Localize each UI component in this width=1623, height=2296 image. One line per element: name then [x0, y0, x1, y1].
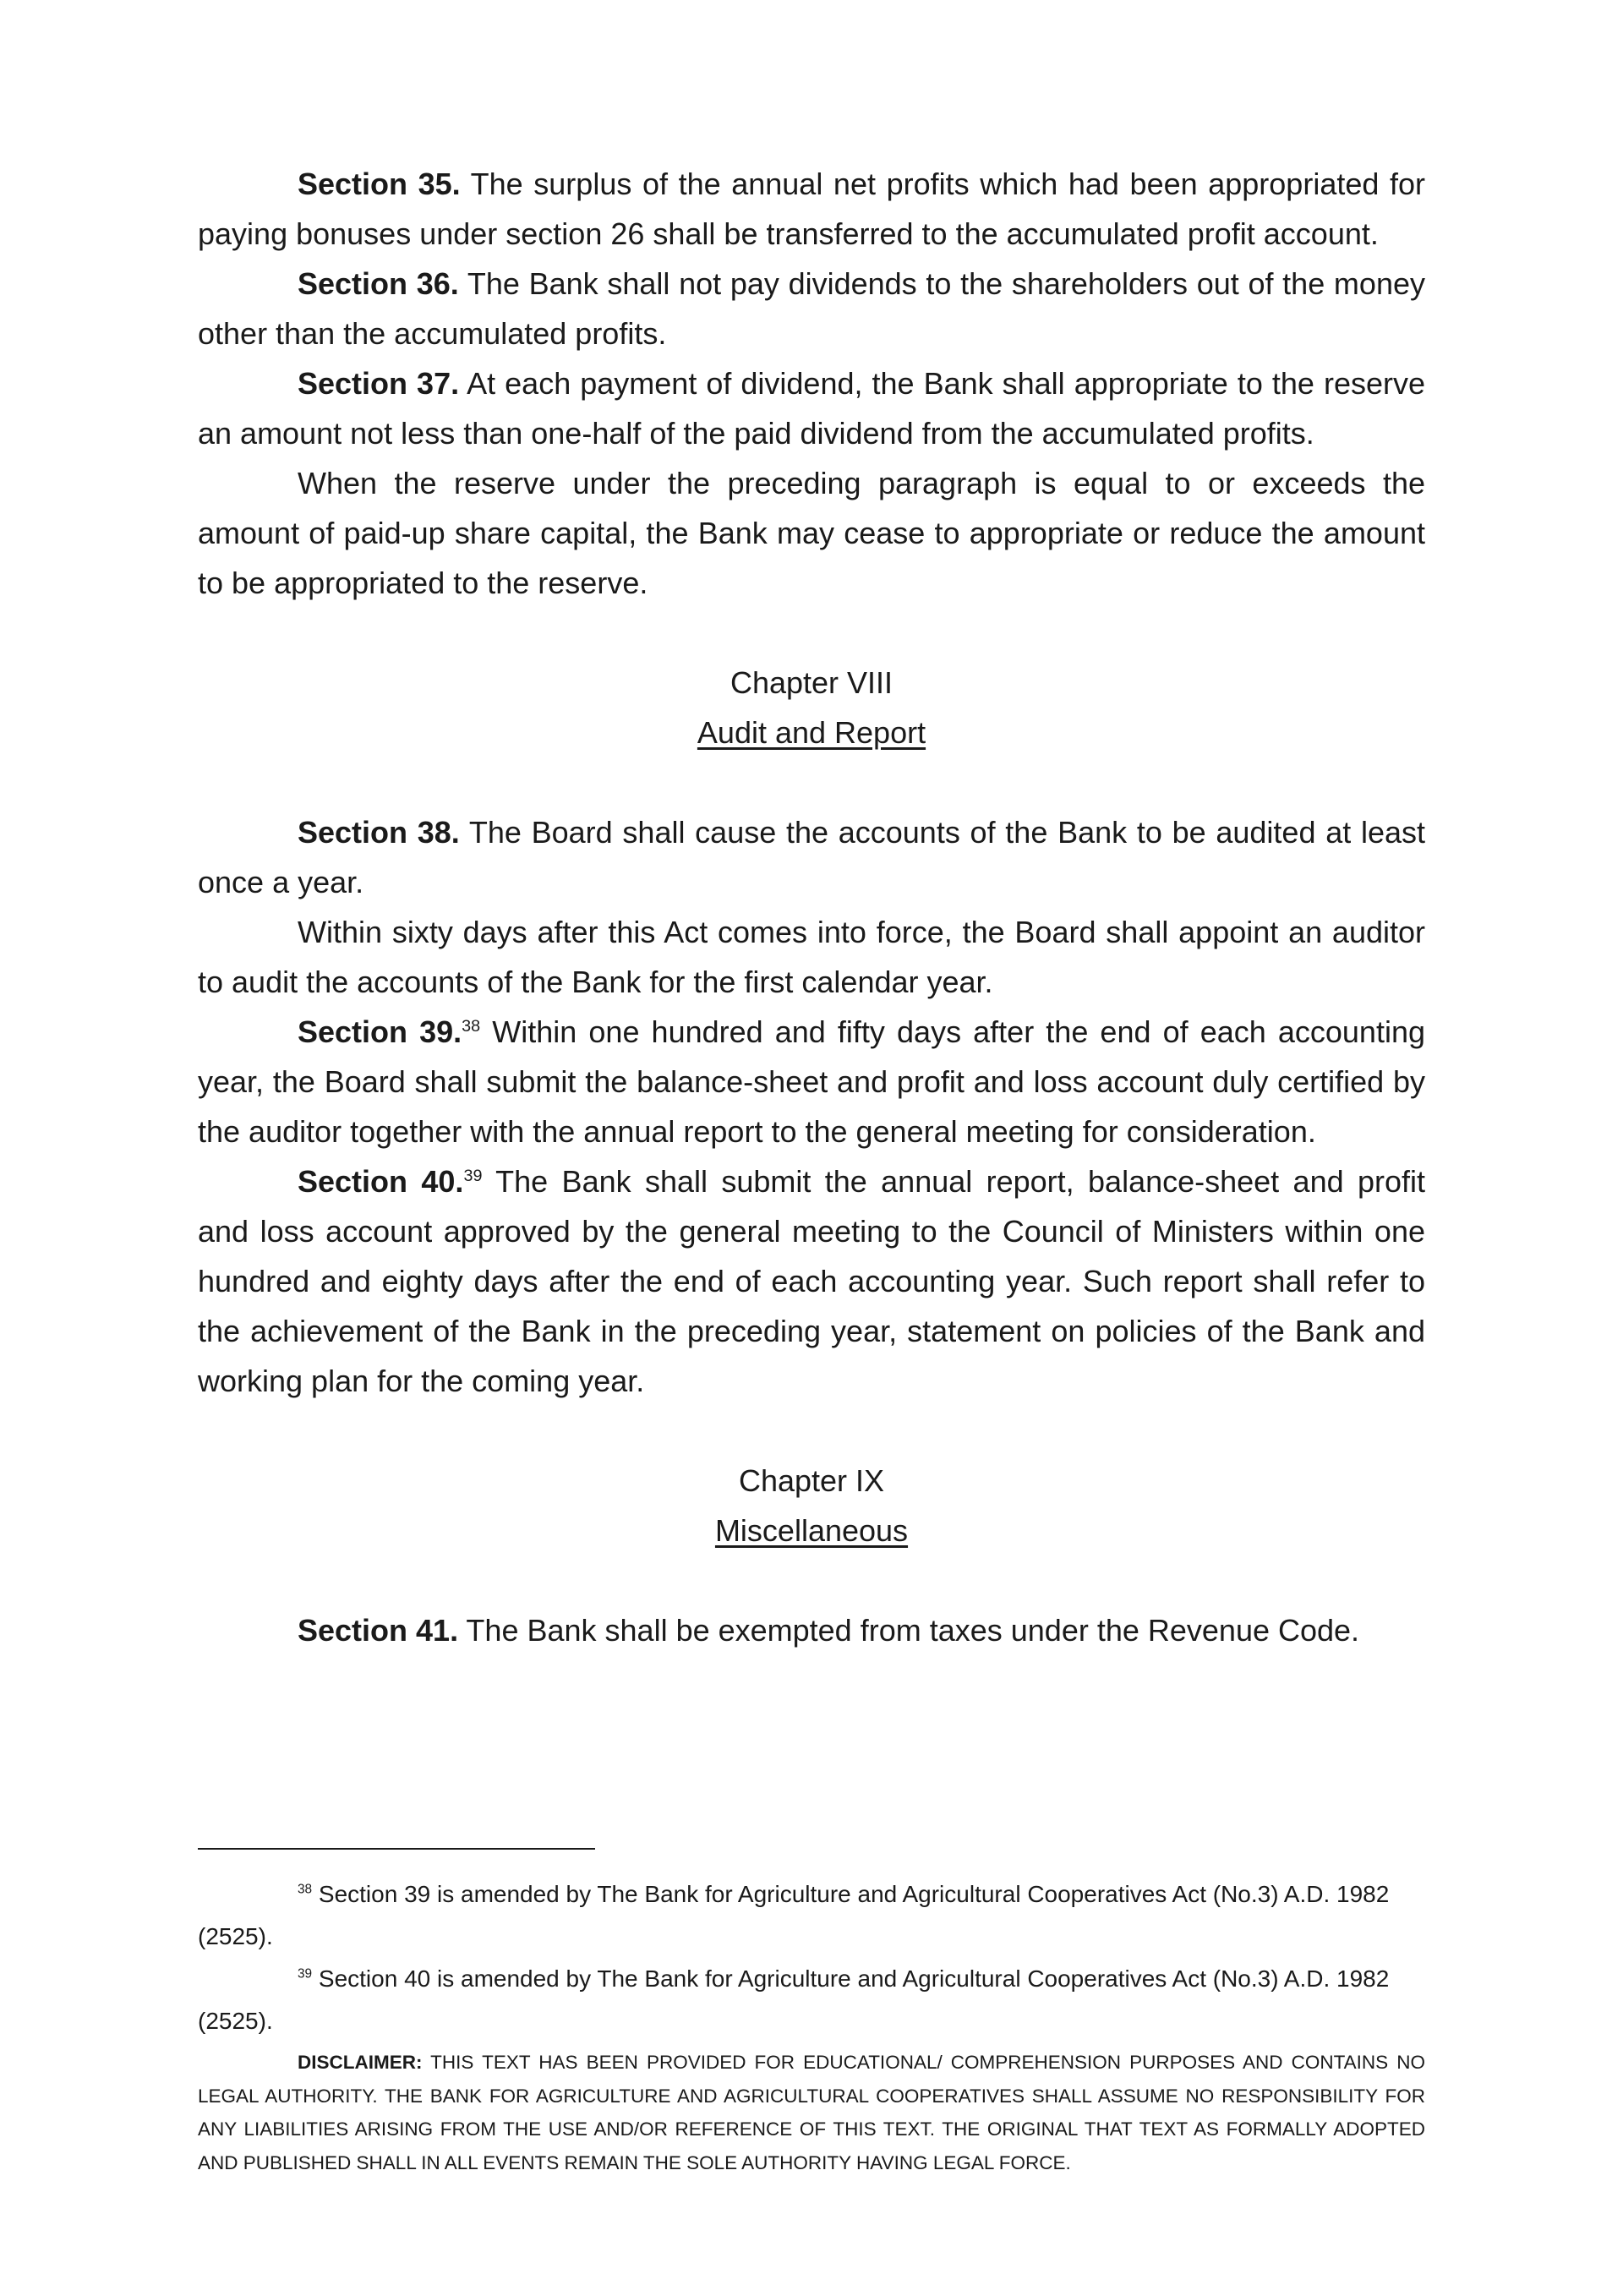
section-40-paragraph — [198, 1156, 1425, 1406]
chapter-8-title-line — [198, 708, 1425, 757]
section-39-paragraph — [198, 1007, 1425, 1156]
chapter-9-title-line — [198, 1506, 1425, 1555]
section-36-label: Section 36. — [298, 266, 459, 301]
footnote-39-text: Section 40 is amended by The Bank for Agriculture and Agricultural Cooperatives Act (No.3) A.D. 1982 (2525). — [198, 1965, 1390, 2034]
section-37-text: At each payment of dividend, the Bank shall appropriate to the reserve an amount not less than one-half of the paid dividend from the accumulated profits. — [198, 366, 1425, 451]
section-35-text: The surplus of the annual net profits which had been appropriated for paying bonuses under section 26 shall be transferred to the accumulated profit account. — [198, 167, 1426, 251]
section-39-label: Section 39. — [298, 1014, 462, 1049]
section-38-text: The Board shall cause the accounts of the Bank to be audited at least once a year. — [198, 815, 1425, 899]
footnote-38 — [198, 1873, 1425, 1958]
section-35-paragraph — [198, 159, 1425, 259]
spacer — [198, 1555, 1425, 1605]
section-40-label: Section 40. — [298, 1164, 464, 1199]
disclaimer-label: DISCLAIMER: — [298, 2052, 423, 2073]
section-35-label: Section 35. — [298, 167, 461, 201]
footnote-38-text: Section 39 is amended by The Bank for Agriculture and Agricultural Cooperatives Act (No.3) A.D. 1982 (2525). — [198, 1881, 1390, 1949]
spacer — [198, 608, 1425, 658]
chapter-9-title: Miscellaneous — [714, 1513, 909, 1548]
disclaimer — [198, 2046, 1425, 2179]
section-41-text: The Bank shall be exempted from taxes under the Revenue Code. — [458, 1613, 1360, 1648]
section-37-label: Section 37. — [298, 366, 460, 401]
footnote-38-number: 38 — [298, 1882, 313, 1897]
section-38-paragraph-2: Within sixty days after this Act comes into force, the Board shall appoint an auditor to audit the accounts of the Bank for the first calendar year. — [198, 915, 1425, 999]
section-41-label: Section 41. — [298, 1613, 459, 1648]
section-36-text: The Bank shall not pay dividends to the shareholders out of the money other than the accumulated profits. — [198, 266, 1425, 351]
footnotes-area — [198, 1848, 1425, 2179]
footnote-39-number: 39 — [298, 1966, 313, 1982]
section-38-label: Section 38. — [298, 815, 460, 850]
spacer — [198, 1406, 1425, 1456]
section-38-paragraph — [198, 807, 1425, 907]
chapter-8-number: Chapter VIII — [730, 665, 893, 700]
document-body — [198, 159, 1425, 1655]
section-40-text: The Bank shall submit the annual report, balance-sheet and profit and loss account approved by the general meeting to the Council of Ministers within one hundred and eighty days after the end of each accounting year. Such report shall refer to the achievement of the Bank in the preceding year, statement on policies of the Bank and working plan for the coming year. — [198, 1164, 1425, 1398]
chapter-9-number: Chapter IX — [738, 1463, 885, 1498]
footnote-ref-39[interactable]: 39 — [463, 1167, 483, 1185]
footnote-39 — [198, 1958, 1425, 2042]
section-37-paragraph-2: When the reserve under the preceding paragraph is equal to or exceeds the amount of paid-up share capital, the Bank may cease to appropriate or reduce the amount to be appropriated to the reserve. — [198, 466, 1425, 600]
chapter-8-title: Audit and Report — [697, 715, 926, 750]
spacer — [198, 757, 1425, 807]
section-41-paragraph — [198, 1605, 1425, 1655]
disclaimer-text: THIS TEXT HAS BEEN PROVIDED FOR EDUCATIONAL/ COMPREHENSION PURPOSES AND CONTAINS NO LEGAL AUTHORITY. THE BANK FOR AGRICULTURE AND AGRICULTURAL COOPERATIVES SHALL ASSUME NO RESPONSIBILITY FOR ANY LIABILITIES ARISING FROM THE USE AND/OR REFERENCE OF THIS TEXT. THE ORIGINAL THAT TEXT AS FORMALLY ADOPTED AND PUBLISHED SHALL IN ALL EVENTS REMAIN THE SOLE AUTHORITY HAVING LEGAL FORCE. — [198, 2052, 1425, 2173]
section-39-text: Within one hundred and fifty days after the end of each accounting year, the Board shall submit the balance-sheet and profit and loss account duly certified by the auditor together with the annual report to the general meeting for consideration. — [198, 1014, 1425, 1149]
section-36-paragraph — [198, 259, 1425, 358]
footnote-ref-38[interactable]: 38 — [462, 1017, 481, 1036]
footnote-divider — [198, 1848, 595, 1850]
section-37-paragraph — [198, 358, 1425, 458]
